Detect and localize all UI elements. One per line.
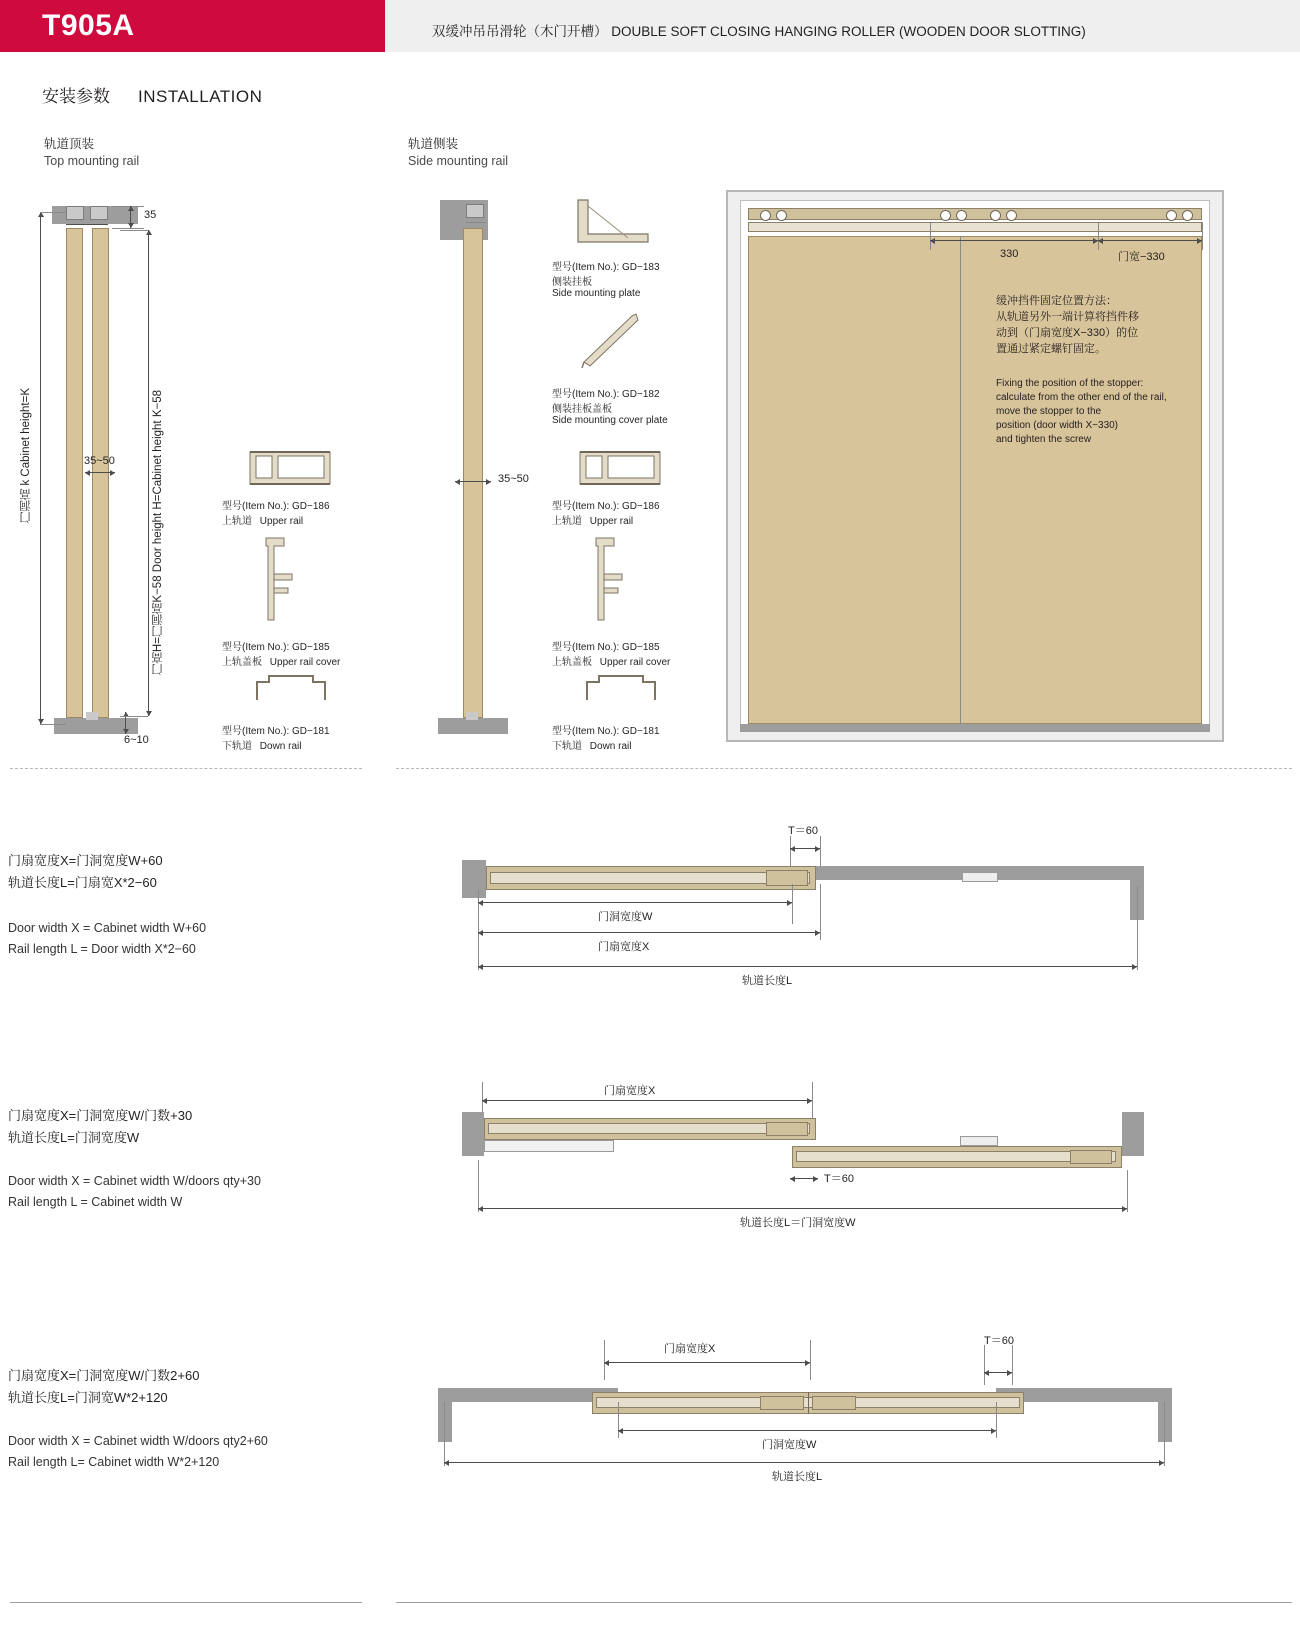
profile-gd182 <box>570 310 656 377</box>
footer-divider-right <box>396 1602 1292 1603</box>
divider-right <box>396 768 1292 769</box>
case3-dim-x: 门扇宽度X <box>664 1343 716 1355</box>
top-mount-title-en: Top mounting rail <box>44 154 140 168</box>
note-cn-l2: 动到（门扇宽度X−330）的位 <box>996 327 1139 339</box>
part-top-2-code: 型号(Item No.): GD−181 <box>222 726 330 737</box>
case1-dim-x: 门扇宽度X <box>598 941 650 953</box>
case1-formula-cn-1: 门扇宽度X=门洞宽度W+60 <box>8 853 163 868</box>
door-height-label: 门高H=门洞高K−58 Door height H=Cabinet height K−58 <box>152 390 164 676</box>
case3-dim-l: 轨道长度L <box>772 1471 823 1483</box>
part-top-0-name-en: Upper rail <box>259 516 304 527</box>
divider-left <box>10 768 362 769</box>
case2-dim-l: 轨道长度L＝门洞宽度W <box>740 1217 856 1229</box>
part-side-3-code: 型号(Item No.): GD−185 <box>552 642 660 653</box>
case3-t-label: T＝60 <box>984 1335 1014 1347</box>
note-cn-l1: 从轨道另外一端计算将挡件移 <box>996 311 1139 323</box>
part-side-3-name <box>552 653 670 668</box>
case2-formula-en-1: Door width X = Cabinet width W/doors qty+30 <box>8 1174 261 1188</box>
case3-formula-cn-1: 门扇宽度X=门洞宽度W/门数2+60 <box>8 1368 200 1383</box>
profile-gd181-top <box>255 672 331 709</box>
part-top-1-code: 型号(Item No.): GD−185 <box>222 642 330 653</box>
case1-dim-w: 门洞宽度W <box>598 911 653 923</box>
profile-gd183 <box>570 196 656 255</box>
case1-dim-l: 轨道长度L <box>742 975 793 987</box>
part-top-0-name-cn: 上轨道 <box>222 516 252 527</box>
part-side-4-code: 型号(Item No.): GD−181 <box>552 726 660 737</box>
product-title: 双缓冲吊吊滑轮（木门开槽） DOUBLE SOFT CLOSING HANGING ROLLER (WOODEN DOOR SLOTTING) <box>432 24 1086 39</box>
part-top-2-name <box>222 737 301 752</box>
dim-6-10: 6~10 <box>124 734 149 746</box>
product-code: T905A <box>42 9 135 42</box>
case3-dim-w: 门洞宽度W <box>762 1439 817 1451</box>
case2-t-label: T＝60 <box>824 1173 854 1185</box>
case1-formula-en-2: Rail length L = Door width X*2−60 <box>8 942 196 956</box>
part-side-4-name <box>552 737 631 752</box>
note-en-l2: calculate from the other end of the rail, <box>996 392 1167 403</box>
dim-330: 330 <box>1000 248 1019 260</box>
part-side-4-name-cn: 下轨道 <box>552 741 582 752</box>
case3-formula-cn-2: 轨道长度L=门洞宽W*2+120 <box>8 1390 168 1405</box>
part-side-2-name <box>552 512 633 527</box>
part-side-1-code: 型号(Item No.): GD−182 <box>552 389 660 400</box>
case2-formula-cn-1: 门扇宽度X=门洞宽度W/门数+30 <box>8 1108 193 1123</box>
note-en-l4: position (door width X−330) <box>996 420 1119 431</box>
page-header <box>0 0 1300 52</box>
part-side-2-code: 型号(Item No.): GD−186 <box>552 501 660 512</box>
case1-formula-en-1: Door width X = Cabinet width W+60 <box>8 921 207 935</box>
part-side-0-name-cn: 侧装挂板 <box>552 277 592 288</box>
part-side-4-name-en: Down rail <box>589 741 632 752</box>
section-title <box>42 82 262 107</box>
part-side-2-name-cn: 上轨道 <box>552 516 582 527</box>
part-top-1-name-cn: 上轨盖板 <box>222 657 262 668</box>
case1-formula-cn-2: 轨道长度L=门扇宽X*2−60 <box>8 875 157 890</box>
note-en-l1: Fixing the position of the stopper: <box>996 378 1144 389</box>
note-cn-title: 缓冲挡件固定位置方法： <box>996 295 1117 307</box>
section-title-cn: 安装参数 <box>42 87 110 106</box>
part-side-3-name-cn: 上轨盖板 <box>552 657 592 668</box>
part-top-0-name <box>222 512 303 527</box>
part-top-2-name-cn: 下轨道 <box>222 741 252 752</box>
note-en-l3: move the stopper to the <box>996 406 1102 417</box>
footer-divider-left <box>10 1602 362 1603</box>
note-en-l5: and tighten the screw <box>996 434 1092 445</box>
case3-formula-en-2: Rail length L= Cabinet width W*2+120 <box>8 1455 220 1469</box>
case3-formula-en-1: Door width X = Cabinet width W/doors qty2+60 <box>8 1434 268 1448</box>
case2-dim-x: 门扇宽度X <box>604 1085 656 1097</box>
cabinet-height-label: 门洞高 k Cabinet height=K <box>20 388 32 524</box>
part-top-2-name-en: Down rail <box>259 741 302 752</box>
case2-formula-en-2: Rail length L = Cabinet width W <box>8 1195 183 1209</box>
case1-t-label: T＝60 <box>788 825 818 837</box>
part-side-3-name-en: Upper rail cover <box>599 657 671 668</box>
dim-35: 35 <box>144 209 157 221</box>
case2-formula-cn-2: 轨道长度L=门洞宽度W <box>8 1130 140 1145</box>
part-top-0-code: 型号(Item No.): GD−186 <box>222 501 330 512</box>
note-cn-l3: 置通过紧定螺钉固定。 <box>996 343 1106 355</box>
profile-gd186-side <box>578 442 666 495</box>
section-title-en: INSTALLATION <box>138 87 263 106</box>
profile-gd185-side <box>578 534 668 629</box>
dim-35-50-side: 35~50 <box>498 473 529 485</box>
dim-35-50-top: 35~50 <box>84 455 115 467</box>
part-side-1-name-en: Side mounting cover plate <box>552 415 668 426</box>
part-top-1-name-en: Upper rail cover <box>269 657 341 668</box>
part-side-1-name-cn: 侧装挂板盖板 <box>552 404 612 415</box>
profile-gd185-top <box>248 534 338 629</box>
part-side-2-name-en: Upper rail <box>589 516 634 527</box>
part-side-0-name-en: Side mounting plate <box>552 288 641 299</box>
side-mount-title-en: Side mounting rail <box>408 154 509 168</box>
top-mount-title-cn: 轨道顶装 <box>44 137 95 151</box>
part-side-0-code: 型号(Item No.): GD−183 <box>552 262 660 273</box>
profile-gd181-side <box>585 672 661 709</box>
profile-gd186-top <box>248 442 336 495</box>
part-top-1-name <box>222 653 340 668</box>
dim-door-330: 门宽−330 <box>1118 251 1165 263</box>
side-mount-title-cn: 轨道侧装 <box>408 137 459 151</box>
